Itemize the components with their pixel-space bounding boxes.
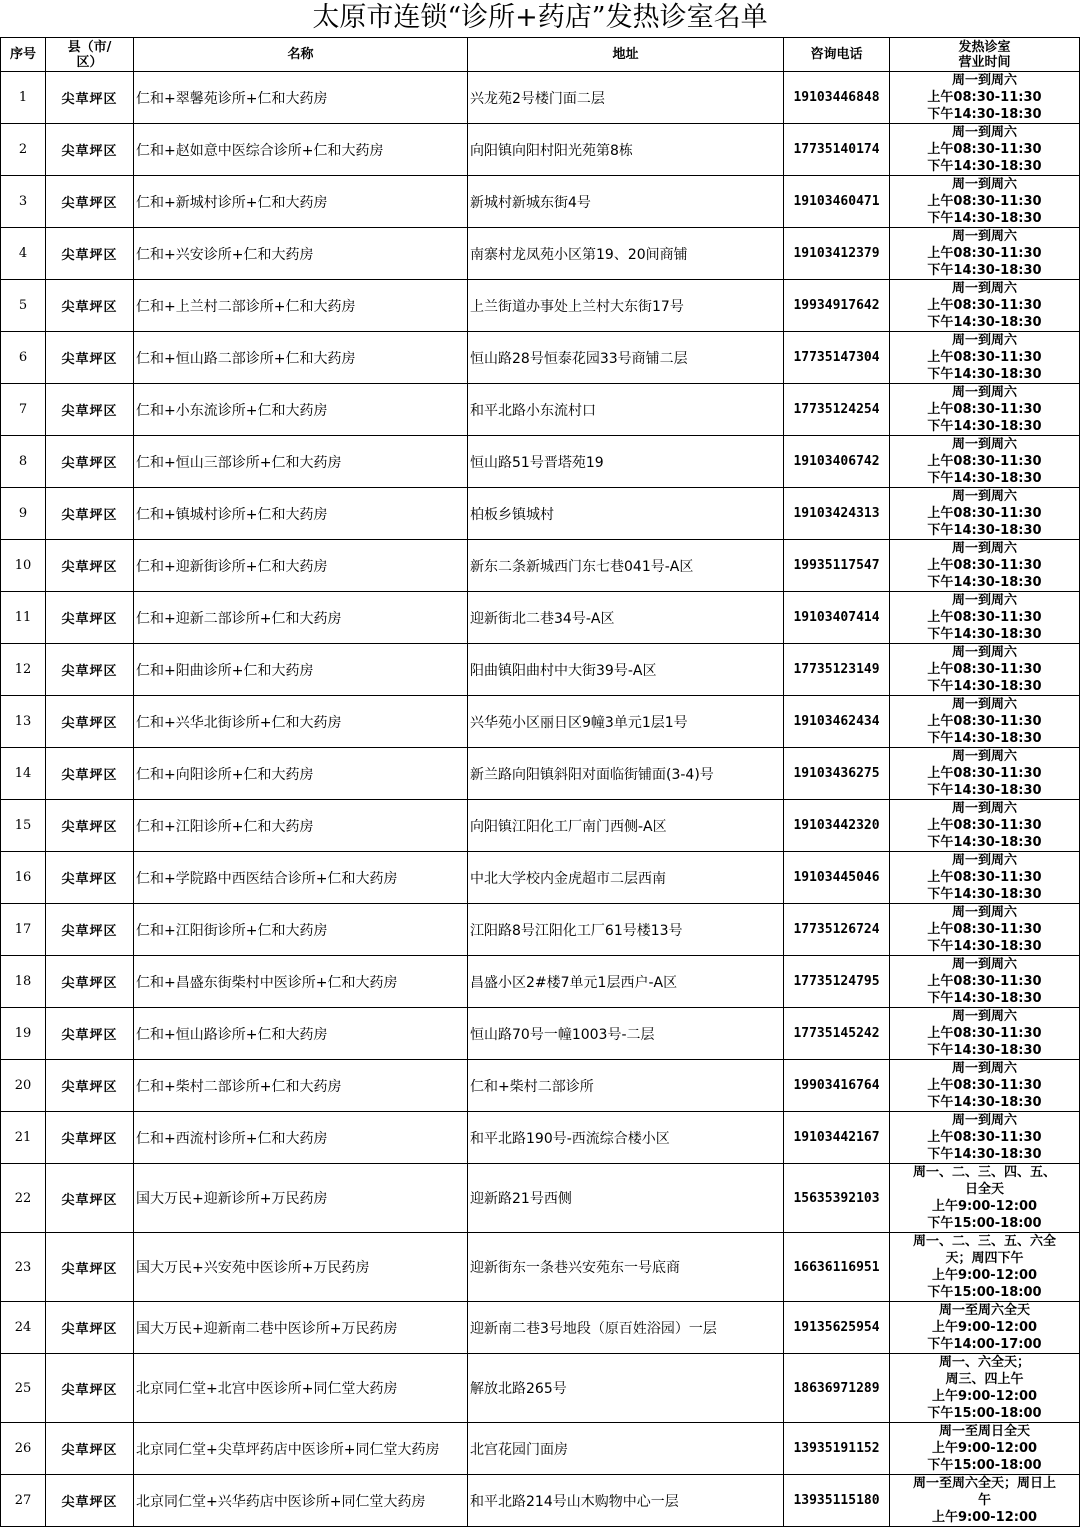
cell-phone: 16636116951 — [784, 1233, 890, 1302]
cell-phone: 17735123149 — [784, 644, 890, 696]
cell-no: 4 — [1, 228, 46, 280]
cell-address: 北宫花园门面房 — [468, 1423, 784, 1475]
cell-hours: 周一至周六全天；周日上 午 上午9:00-12:00 — [890, 1475, 1080, 1527]
cell-phone: 19934917642 — [784, 280, 890, 332]
cell-no: 25 — [1, 1354, 46, 1423]
cell-district: 尖草坪区 — [46, 436, 134, 488]
cell-address: 上兰街道办事处上兰村大东街17号 — [468, 280, 784, 332]
cell-hours: 周一到周六 上午08:30-11:30 下午14:30-18:30 — [890, 176, 1080, 228]
cell-no: 3 — [1, 176, 46, 228]
cell-address: 向阳镇向阳村阳光苑第8栋 — [468, 124, 784, 176]
table-row — [1, 280, 1080, 332]
table-row — [1, 228, 1080, 280]
cell-name: 仁和+迎新街诊所+仁和大药房 — [134, 540, 468, 592]
cell-no: 22 — [1, 1164, 46, 1233]
cell-name: 仁和+向阳诊所+仁和大药房 — [134, 748, 468, 800]
cell-district: 尖草坪区 — [46, 800, 134, 852]
cell-district: 尖草坪区 — [46, 72, 134, 124]
cell-hours: 周一到周六 上午08:30-11:30 下午14:30-18:30 — [890, 72, 1080, 124]
cell-address: 南寨村龙凤苑小区第19、20间商铺 — [468, 228, 784, 280]
cell-no: 8 — [1, 436, 46, 488]
cell-no: 6 — [1, 332, 46, 384]
cell-district: 尖草坪区 — [46, 1008, 134, 1060]
cell-name: 仁和+西流村诊所+仁和大药房 — [134, 1112, 468, 1164]
cell-district: 尖草坪区 — [46, 1475, 134, 1527]
cell-no: 21 — [1, 1112, 46, 1164]
table-row — [1, 696, 1080, 748]
table-row — [1, 1164, 1080, 1233]
cell-hours: 周一到周六 上午08:30-11:30 下午14:30-18:30 — [890, 384, 1080, 436]
cell-no: 10 — [1, 540, 46, 592]
cell-no: 20 — [1, 1060, 46, 1112]
cell-district: 尖草坪区 — [46, 228, 134, 280]
cell-phone: 19103412379 — [784, 228, 890, 280]
cell-address: 恒山路51号晋塔苑19 — [468, 436, 784, 488]
cell-name: 仁和+兴华北街诊所+仁和大药房 — [134, 696, 468, 748]
cell-no: 13 — [1, 696, 46, 748]
cell-no: 15 — [1, 800, 46, 852]
cell-phone: 19103406742 — [784, 436, 890, 488]
cell-address: 兴华苑小区丽日区9幢3单元1层1号 — [468, 696, 784, 748]
table-row — [1, 1475, 1080, 1527]
col-header-address: 地址 — [468, 38, 784, 72]
cell-phone: 19103442320 — [784, 800, 890, 852]
table-row — [1, 1302, 1080, 1354]
cell-no: 19 — [1, 1008, 46, 1060]
cell-name: 仁和+镇城村诊所+仁和大药房 — [134, 488, 468, 540]
table-row — [1, 384, 1080, 436]
cell-phone: 17735126724 — [784, 904, 890, 956]
cell-hours: 周一、二、三、五、六全 天；周四下午 上午9:00-12:00 下午15:00-18:00 — [890, 1233, 1080, 1302]
cell-district: 尖草坪区 — [46, 1233, 134, 1302]
cell-district: 尖草坪区 — [46, 904, 134, 956]
cell-name: 北京同仁堂+尖草坪药店中医诊所+同仁堂大药房 — [134, 1423, 468, 1475]
table-header-row — [1, 38, 1080, 72]
cell-phone: 17735147304 — [784, 332, 890, 384]
cell-hours: 周一到周六 上午08:30-11:30 下午14:30-18:30 — [890, 852, 1080, 904]
cell-district: 尖草坪区 — [46, 384, 134, 436]
cell-hours: 周一到周六 上午08:30-11:30 下午14:30-18:30 — [890, 1060, 1080, 1112]
cell-no: 12 — [1, 644, 46, 696]
cell-name: 仁和+阳曲诊所+仁和大药房 — [134, 644, 468, 696]
cell-address: 兴龙苑2号楼门面二层 — [468, 72, 784, 124]
cell-hours: 周一到周六 上午08:30-11:30 下午14:30-18:30 — [890, 956, 1080, 1008]
cell-hours: 周一、六全天； 周三、四上午 上午9:00-12:00 下午15:00-18:00 — [890, 1354, 1080, 1423]
cell-no: 7 — [1, 384, 46, 436]
col-header-no: 序号 — [1, 38, 46, 72]
table-row — [1, 332, 1080, 384]
cell-phone: 18636971289 — [784, 1354, 890, 1423]
cell-district: 尖草坪区 — [46, 1354, 134, 1423]
cell-phone: 15635392103 — [784, 1164, 890, 1233]
cell-district: 尖草坪区 — [46, 540, 134, 592]
cell-name: 仁和+恒山三部诊所+仁和大药房 — [134, 436, 468, 488]
table-row — [1, 1008, 1080, 1060]
cell-address: 和平北路小东流村口 — [468, 384, 784, 436]
cell-name: 仁和+柴村二部诊所+仁和大药房 — [134, 1060, 468, 1112]
cell-hours: 周一到周六 上午08:30-11:30 下午14:30-18:30 — [890, 748, 1080, 800]
cell-no: 24 — [1, 1302, 46, 1354]
cell-no: 5 — [1, 280, 46, 332]
cell-hours: 周一到周六 上午08:30-11:30 下午14:30-18:30 — [890, 1008, 1080, 1060]
cell-address: 仁和+柴村二部诊所 — [468, 1060, 784, 1112]
cell-phone: 19135625954 — [784, 1302, 890, 1354]
cell-phone: 19103436275 — [784, 748, 890, 800]
cell-address: 迎新街北二巷34号-A区 — [468, 592, 784, 644]
cell-no: 2 — [1, 124, 46, 176]
cell-hours: 周一到周六 上午08:30-11:30 下午14:30-18:30 — [890, 436, 1080, 488]
cell-phone: 19103445046 — [784, 852, 890, 904]
cell-phone: 19103442167 — [784, 1112, 890, 1164]
cell-name: 国大万民+迎新南二巷中医诊所+万民药房 — [134, 1302, 468, 1354]
cell-address: 新城村新城东街4号 — [468, 176, 784, 228]
cell-hours: 周一到周六 上午08:30-11:30 下午14:30-18:30 — [890, 488, 1080, 540]
cell-address: 迎新街东一条巷兴安苑东一号底商 — [468, 1233, 784, 1302]
cell-district: 尖草坪区 — [46, 644, 134, 696]
cell-phone: 19103446848 — [784, 72, 890, 124]
cell-hours: 周一到周六 上午08:30-11:30 下午14:30-18:30 — [890, 904, 1080, 956]
cell-no: 16 — [1, 852, 46, 904]
cell-address: 恒山路28号恒泰花园33号商铺二层 — [468, 332, 784, 384]
table-row — [1, 956, 1080, 1008]
table-row — [1, 488, 1080, 540]
cell-name: 仁和+新城村诊所+仁和大药房 — [134, 176, 468, 228]
cell-no: 14 — [1, 748, 46, 800]
cell-phone: 19103424313 — [784, 488, 890, 540]
cell-hours: 周一到周六 上午08:30-11:30 下午14:30-18:30 — [890, 124, 1080, 176]
cell-address: 解放北路265号 — [468, 1354, 784, 1423]
table-row — [1, 800, 1080, 852]
cell-no: 9 — [1, 488, 46, 540]
cell-district: 尖草坪区 — [46, 696, 134, 748]
cell-district: 尖草坪区 — [46, 852, 134, 904]
table-row — [1, 1060, 1080, 1112]
table-row — [1, 1233, 1080, 1302]
cell-name: 仁和+恒山路诊所+仁和大药房 — [134, 1008, 468, 1060]
cell-district: 尖草坪区 — [46, 124, 134, 176]
cell-phone: 13935115180 — [784, 1475, 890, 1527]
cell-name: 仁和+学院路中西医结合诊所+仁和大药房 — [134, 852, 468, 904]
cell-name: 仁和+昌盛东街柴村中医诊所+仁和大药房 — [134, 956, 468, 1008]
cell-hours: 周一至周六全天 上午9:00-12:00 下午14:00-17:00 — [890, 1302, 1080, 1354]
cell-no: 18 — [1, 956, 46, 1008]
cell-hours: 周一到周六 上午08:30-11:30 下午14:30-18:30 — [890, 332, 1080, 384]
table-row — [1, 852, 1080, 904]
cell-phone: 19103460471 — [784, 176, 890, 228]
cell-name: 仁和+江阳诊所+仁和大药房 — [134, 800, 468, 852]
cell-address: 和平北路214号山木购物中心一层 — [468, 1475, 784, 1527]
table-row — [1, 748, 1080, 800]
table-row — [1, 1112, 1080, 1164]
cell-no: 1 — [1, 72, 46, 124]
cell-address: 柏板乡镇城村 — [468, 488, 784, 540]
cell-no: 27 — [1, 1475, 46, 1527]
cell-phone: 19103407414 — [784, 592, 890, 644]
cell-district: 尖草坪区 — [46, 332, 134, 384]
cell-phone: 19103462434 — [784, 696, 890, 748]
table-row — [1, 436, 1080, 488]
cell-address: 新东二条新城西门东七巷041号-A区 — [468, 540, 784, 592]
cell-hours: 周一到周六 上午08:30-11:30 下午14:30-18:30 — [890, 800, 1080, 852]
cell-name: 北京同仁堂+兴华药店中医诊所+同仁堂大药房 — [134, 1475, 468, 1527]
cell-hours: 周一至周日全天 上午9:00-12:00 下午15:00-18:00 — [890, 1423, 1080, 1475]
fever-clinic-table — [0, 37, 1080, 1527]
cell-name: 仁和+翠馨苑诊所+仁和大药房 — [134, 72, 468, 124]
cell-district: 尖草坪区 — [46, 1164, 134, 1233]
col-header-phone: 咨询电话 — [784, 38, 890, 72]
cell-district: 尖草坪区 — [46, 1302, 134, 1354]
cell-phone: 19935117547 — [784, 540, 890, 592]
cell-phone: 17735140174 — [784, 124, 890, 176]
table-row — [1, 592, 1080, 644]
page-title: 太原市连锁“诊所+药店”发热诊室名单 — [312, 2, 768, 33]
cell-name: 仁和+江阳街诊所+仁和大药房 — [134, 904, 468, 956]
cell-name: 国大万民+迎新诊所+万民药房 — [134, 1164, 468, 1233]
cell-hours: 周一到周六 上午08:30-11:30 下午14:30-18:30 — [890, 644, 1080, 696]
cell-phone: 17735145242 — [784, 1008, 890, 1060]
cell-no: 11 — [1, 592, 46, 644]
cell-district: 尖草坪区 — [46, 1423, 134, 1475]
cell-phone: 17735124254 — [784, 384, 890, 436]
table-row — [1, 644, 1080, 696]
cell-name: 仁和+兴安诊所+仁和大药房 — [134, 228, 468, 280]
col-header-name: 名称 — [134, 38, 468, 72]
cell-address: 向阳镇江阳化工厂南门西侧-A区 — [468, 800, 784, 852]
cell-name: 国大万民+兴安苑中医诊所+万民药房 — [134, 1233, 468, 1302]
cell-district: 尖草坪区 — [46, 1112, 134, 1164]
cell-address: 恒山路70号一幢1003号-二层 — [468, 1008, 784, 1060]
cell-district: 尖草坪区 — [46, 1060, 134, 1112]
cell-address: 迎新南二巷3号地段（原百姓浴园）一层 — [468, 1302, 784, 1354]
cell-no: 23 — [1, 1233, 46, 1302]
table-row — [1, 1354, 1080, 1423]
table-row — [1, 904, 1080, 956]
cell-hours: 周一到周六 上午08:30-11:30 下午14:30-18:30 — [890, 592, 1080, 644]
cell-address: 阳曲镇阳曲村中大街39号-A区 — [468, 644, 784, 696]
cell-hours: 周一到周六 上午08:30-11:30 下午14:30-18:30 — [890, 280, 1080, 332]
cell-name: 北京同仁堂+北宫中医诊所+同仁堂大药房 — [134, 1354, 468, 1423]
cell-no: 26 — [1, 1423, 46, 1475]
table-row — [1, 72, 1080, 124]
cell-hours: 周一到周六 上午08:30-11:30 下午14:30-18:30 — [890, 540, 1080, 592]
cell-hours: 周一到周六 上午08:30-11:30 下午14:30-18:30 — [890, 696, 1080, 748]
cell-name: 仁和+赵如意中医综合诊所+仁和大药房 — [134, 124, 468, 176]
cell-district: 尖草坪区 — [46, 592, 134, 644]
table-row — [1, 1423, 1080, 1475]
col-header-hours: 发热诊室 营业时间 — [890, 38, 1080, 72]
cell-phone: 19903416764 — [784, 1060, 890, 1112]
table-row — [1, 540, 1080, 592]
cell-address: 江阳路8号江阳化工厂61号楼13号 — [468, 904, 784, 956]
cell-address: 中北大学校内金虎超市二层西南 — [468, 852, 784, 904]
cell-name: 仁和+上兰村二部诊所+仁和大药房 — [134, 280, 468, 332]
table-row — [1, 124, 1080, 176]
cell-district: 尖草坪区 — [46, 280, 134, 332]
cell-phone: 13935191152 — [784, 1423, 890, 1475]
cell-address: 昌盛小区2#楼7单元1层西户-A区 — [468, 956, 784, 1008]
cell-district: 尖草坪区 — [46, 176, 134, 228]
cell-name: 仁和+恒山路二部诊所+仁和大药房 — [134, 332, 468, 384]
cell-name: 仁和+迎新二部诊所+仁和大药房 — [134, 592, 468, 644]
cell-hours: 周一到周六 上午08:30-11:30 下午14:30-18:30 — [890, 1112, 1080, 1164]
cell-address: 迎新路21号西侧 — [468, 1164, 784, 1233]
cell-district: 尖草坪区 — [46, 748, 134, 800]
cell-district: 尖草坪区 — [46, 956, 134, 1008]
cell-address: 新兰路向阳镇斜阳对面临街铺面(3-4)号 — [468, 748, 784, 800]
cell-name: 仁和+小东流诊所+仁和大药房 — [134, 384, 468, 436]
table-row — [1, 176, 1080, 228]
cell-district: 尖草坪区 — [46, 488, 134, 540]
cell-no: 17 — [1, 904, 46, 956]
col-header-district: 县（市/ 区） — [46, 38, 134, 72]
cell-hours: 周一到周六 上午08:30-11:30 下午14:30-18:30 — [890, 228, 1080, 280]
cell-phone: 17735124795 — [784, 956, 890, 1008]
cell-hours: 周一、二、三、四、五、 日全天 上午9:00-12:00 下午15:00-18:00 — [890, 1164, 1080, 1233]
cell-address: 和平北路190号-西流综合楼小区 — [468, 1112, 784, 1164]
